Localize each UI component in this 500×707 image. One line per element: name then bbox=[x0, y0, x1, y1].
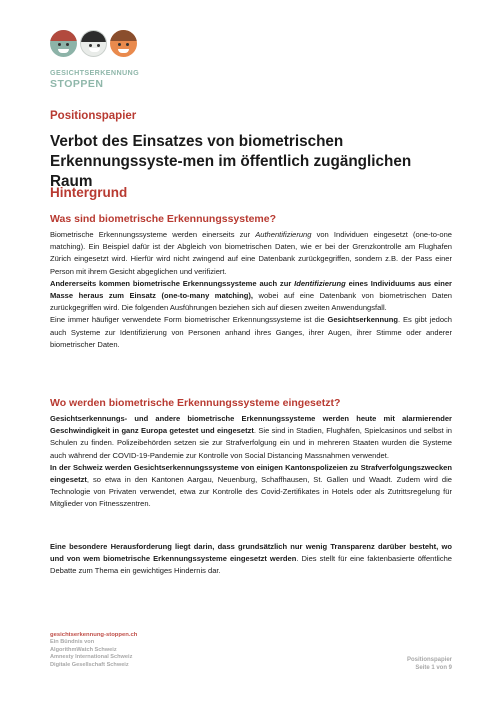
page-title: Verbot des Einsatzes von biometrischen Erkennungssyste-men im öffentlich zugänglichen Raum bbox=[50, 133, 412, 190]
document-type: Positionspapier bbox=[50, 110, 137, 122]
page-number: Seite 1 von 9 bbox=[415, 665, 452, 671]
campaign-logo bbox=[50, 30, 139, 90]
footer-org-2: Amnesty International Schweiz bbox=[50, 654, 133, 661]
paragraph-face-recognition: Eine immer häufiger verwendete Form biometrischer Erkennungssysteme ist die Gesichtserkennung. Es gibt jedoch auch Systeme zur Identifizierung von Personen anhand ihres Ganges, ihrer Augen, ihrer Stimme oder anderer biometrischer Daten. bbox=[50, 315, 453, 349]
footer-doc-type: Positionspapier bbox=[406, 657, 452, 663]
paragraph-identification: Andererseits kommen biometrische Erkennungssysteme auch zur Identifizierung eines Individuums aus einer Masse heraus zum Einsatz (one-to-many matching), wobei auf eine Datenbank von biometrischen Daten zurückgegriffen wird. Die folgenden Ausführungen beziehen sich auf diesen zweiten Anwendungsfall. bbox=[50, 278, 452, 313]
subheading-what: Was sind biometrische Erkennungssysteme? bbox=[50, 213, 277, 225]
footer-website-link[interactable]: gesichtserkennung-stoppen.ch bbox=[50, 632, 138, 638]
logo-faces bbox=[50, 30, 139, 57]
paragraph-europe: Gesichtserkennungs- und andere biometrische Erkennungssysteme werden heute mit alarmierender Geschwindigkeit in ganz Europa getestet und eingesetzt. Sie sind in Stadien, Flughäfen, Spielcasinos und selbst in Schulen zu finden. Polizeibehörden setzen sie zur Strafverfolgung ein und in mehreren Staaten wurden die Systeme auch während der COVID-19-Pandemie zur Kontrolle von Social Distancing Massnahmen verwendet. bbox=[50, 414, 452, 460]
footer-org-1: AlgorithmWatch Schweiz bbox=[50, 646, 117, 653]
orange-face-icon bbox=[110, 30, 137, 57]
green-face-icon bbox=[50, 30, 77, 57]
section-heading: Hintergrund bbox=[50, 185, 128, 200]
paragraph-transparency: Eine besondere Herausforderung liegt darin, dass grundsätzlich nur wenig Transparenz darüber besteht, wo und von wem biometrische Erkennungssysteme eingesetzt werden. Dies stellt für eine faktenbasierte öffentliche Debatte zum Thema ein gewichtiges Hindernis dar. bbox=[50, 542, 452, 576]
footer-alliance-label: Ein Bündnis von bbox=[50, 639, 95, 646]
footer-org-3: Digitale Gesellschaft Schweiz bbox=[50, 661, 129, 668]
paragraph-usage bbox=[50, 413, 452, 511]
logo-text-top: GESICHTSERKENNUNG bbox=[50, 68, 140, 77]
logo-text-bottom: STOPPEN bbox=[50, 78, 104, 90]
paragraph-switzerland: In der Schweiz werden Gesichtserkennungssysteme von einigen Kantonspolizeien zu Strafverfolgungszwecken eingesetzt, so etwa in den Kantonen Aargau, Neuenburg, Schaffhausen, St. Gallen und Waadt. Zudem wird die Technologie von Privaten verwendet, etwa zur Kontrolle des Covid-Zertifikates in Hotels oder als Zutrittsregelung für Mitglieder von Fitnesszentren. bbox=[50, 462, 452, 509]
paragraph-authentication: Biometrische Erkennungssysteme werden einerseits zur Authentifizierung von Individuen eingesetzt (one-to-one matching). Ein Beispiel dafür ist der Abgleich von biometrischen Daten, wie er bei der Grenzkontrolle am Flughafen Zürich eingesetzt wird. Hierfür wird nicht zwingend auf eine Datenbank zurückgegriffen, sondern z.B. der Pass einer Person mit ihrem Gesicht abgeglichen und verifiziert. bbox=[50, 230, 453, 276]
subheading-where: Wo werden biometrische Erkennungssysteme eingesetzt? bbox=[50, 397, 341, 409]
pale-face-icon bbox=[80, 30, 107, 57]
footer-page-info bbox=[390, 656, 452, 672]
footer-alliance bbox=[50, 632, 137, 669]
paragraph-definition bbox=[50, 229, 452, 351]
